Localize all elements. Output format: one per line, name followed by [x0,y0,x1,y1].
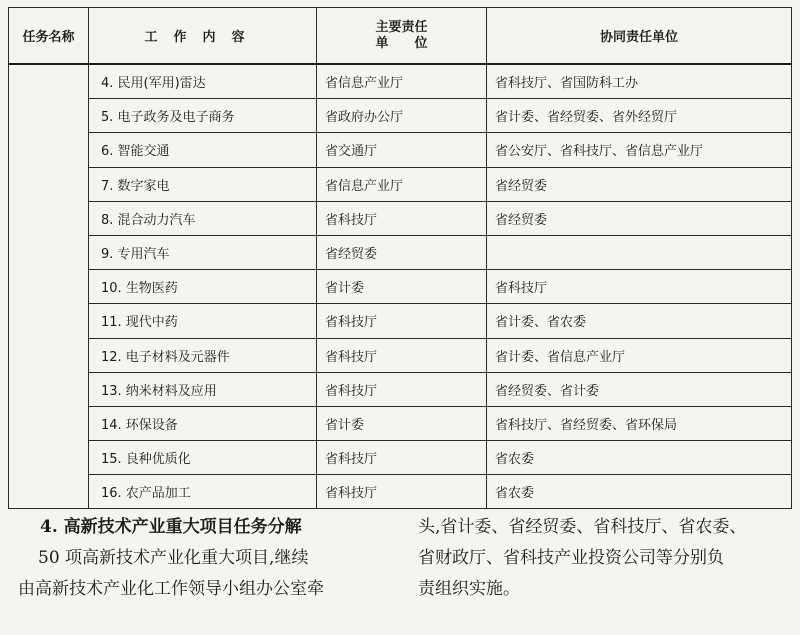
main-unit-cell: 省科技厅 [317,475,487,509]
content-cell: 12. 电子材料及元器件 [89,338,317,372]
co-unit-cell [487,235,792,269]
content-cell: 16. 农产品加工 [89,475,317,509]
header-main-unit-line2: 单位 [375,35,454,51]
header-work-content: 工作内容 [89,8,317,65]
table-row [9,99,792,133]
main-unit-cell: 省政府办公厅 [317,99,487,133]
co-unit-cell: 省科技厅、省国防科工办 [487,64,792,99]
main-unit-cell: 省计委 [317,270,487,304]
content-cell: 7. 数字家电 [89,167,317,201]
table-row [9,372,792,406]
content-cell: 6. 智能交通 [89,133,317,167]
main-unit-cell: 省科技厅 [317,441,487,475]
right-text-column [418,512,798,605]
left-paragraph-line-1: 50 项高新技术产业化重大项目,继续 [38,548,309,568]
main-unit-cell: 省交通厅 [317,133,487,167]
table-row [9,406,792,440]
co-unit-cell: 省经贸委 [487,201,792,235]
table-row [9,167,792,201]
co-unit-cell: 省计委、省农委 [487,304,792,338]
main-unit-cell: 省计委 [317,406,487,440]
header-main-unit-line1: 主要责任 [375,19,428,35]
task-name-cell [9,64,89,509]
content-cell: 9. 专用汽车 [89,235,317,269]
main-unit-cell: 省经贸委 [317,235,487,269]
left-paragraph-line-2: 由高新技术产业化工作领导小组办公室牵 [18,579,324,599]
main-unit-cell: 省科技厅 [317,304,487,338]
table-row [9,338,792,372]
header-main-unit [317,8,487,65]
main-unit-cell: 省科技厅 [317,338,487,372]
section-heading: 4. 高新技术产业重大项目任务分解 [40,517,302,537]
content-cell: 14. 环保设备 [89,406,317,440]
table-row [9,133,792,167]
header-co-unit: 协同责任单位 [487,8,792,65]
content-cell: 5. 电子政务及电子商务 [89,99,317,133]
header-task-name: 任务名称 [9,8,89,65]
table-row [9,235,792,269]
co-unit-cell: 省经贸委、省计委 [487,372,792,406]
main-unit-cell: 省科技厅 [317,201,487,235]
table-row [9,270,792,304]
left-text-column [18,512,398,605]
co-unit-cell: 省农委 [487,475,792,509]
content-cell: 10. 生物医药 [89,270,317,304]
co-unit-cell: 省科技厅、省经贸委、省环保局 [487,406,792,440]
content-cell: 13. 纳米材料及应用 [89,372,317,406]
table-header-row [9,8,792,65]
content-cell: 15. 良种优质化 [89,441,317,475]
table-row [9,304,792,338]
co-unit-cell: 省计委、省经贸委、省外经贸厅 [487,99,792,133]
right-paragraph-line-2: 省财政厅、省科技产业投资公司等分别负 [418,548,724,568]
co-unit-cell: 省农委 [487,441,792,475]
task-table [8,7,792,509]
right-paragraph-line-3: 责组织实施。 [418,579,520,599]
main-unit-cell: 省科技厅 [317,372,487,406]
table-row [9,64,792,99]
table-body [9,64,792,509]
content-cell: 8. 混合动力汽车 [89,201,317,235]
content-cell: 4. 民用(军用)雷达 [89,64,317,99]
co-unit-cell: 省公安厅、省科技厅、省信息产业厅 [487,133,792,167]
right-paragraph-line-1: 头,省计委、省经贸委、省科技厅、省农委、 [418,517,747,537]
table-row [9,475,792,509]
content-cell: 11. 现代中药 [89,304,317,338]
table-row [9,441,792,475]
co-unit-cell: 省经贸委 [487,167,792,201]
co-unit-cell: 省科技厅 [487,270,792,304]
table-row [9,201,792,235]
co-unit-cell: 省计委、省信息产业厅 [487,338,792,372]
main-unit-cell: 省信息产业厅 [317,64,487,99]
main-unit-cell: 省信息产业厅 [317,167,487,201]
